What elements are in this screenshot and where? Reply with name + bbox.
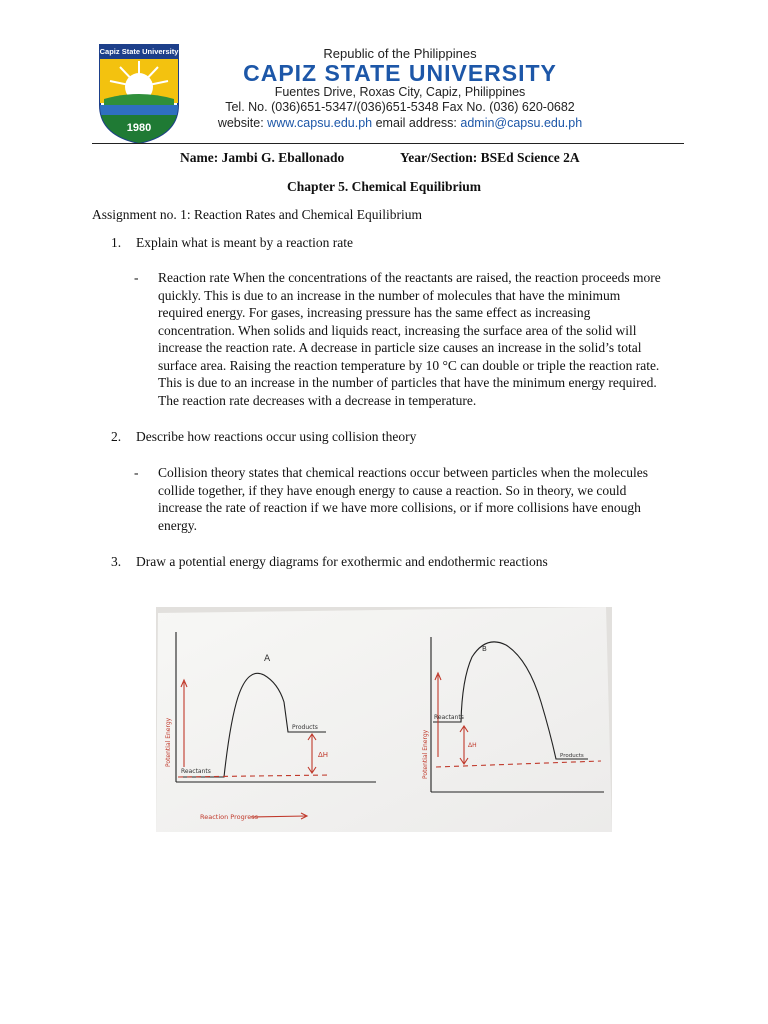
chapter-title: Chapter 5. Chemical Equilibrium (286, 179, 482, 194)
email-label: email address: (375, 116, 457, 130)
x-label-a: Reaction Progress (200, 813, 259, 821)
products-label-a: Products (292, 724, 318, 731)
university-logo (98, 43, 180, 145)
answer-line: required energy. For gases, increasing pressure has the same effect as increasing (158, 305, 591, 320)
answer-line: Reaction rate When the concentrations of the reactants are raised, the reaction proceeds more (158, 270, 661, 285)
answer-line: collide together, if they have enough energy to cause a reaction. So in theory, we could (158, 482, 627, 498)
question-text: Describe how reactions occur using collision theory (136, 429, 417, 444)
reactants-label-a: Reactants (181, 768, 211, 775)
answer-line: increase the rate of reaction if we have more collisions, or if more collisions have enough (158, 500, 641, 515)
bullet-dash: - (134, 465, 139, 480)
header-divider (92, 143, 684, 144)
website-label: website: (217, 116, 264, 130)
question-text: Draw a potential energy diagrams for exothermic and endothermic reactions (136, 554, 548, 569)
answer-body (158, 464, 686, 534)
year-section: Year/Section: BSEd Science 2A (400, 150, 580, 165)
logo-year: 1980 (126, 122, 152, 134)
contact-line (200, 116, 600, 130)
answer-line: surface area. Raising the reaction temperature by 10 °C can double or triple the reaction rate. (158, 357, 660, 373)
logo-text: Capiz State University (99, 47, 179, 56)
answer-body (158, 269, 686, 409)
y-label-b: Potential Energy (422, 729, 429, 779)
address-line: Fuentes Drive, Roxas City, Capiz, Philippines (274, 85, 526, 99)
reactants-label-b: Reactants (434, 714, 464, 721)
answer-line: increase the reaction rate. A decrease in particle size causes an increase in the solid’s total (158, 340, 642, 355)
products-label-b: Products (560, 753, 584, 759)
delta-h-label-a: ΔH (318, 751, 329, 759)
answer-line: Collision theory states that chemical reactions occur between particles when the molecules (158, 465, 648, 480)
university-name: CAPIZ STATE UNIVERSITY (243, 60, 557, 86)
tel-line: Tel. No. (036)651-5347/(036)651-5348 Fax No. (036) 620-0682 (225, 100, 575, 114)
email-link[interactable]: admin@capsu.edu.ph (460, 116, 583, 130)
diagram-a-label: A (264, 654, 271, 664)
student-name: Name: Jambi G. Eballonado (180, 150, 345, 165)
answer-line: The reaction rate decreases with a decrease in temperature. (158, 392, 477, 408)
bullet-dash: - (134, 270, 139, 285)
question-text: Explain what is meant by a reaction rate (136, 235, 354, 250)
question-number: 2. (111, 429, 122, 444)
assignment-title: Assignment no. 1: Reaction Rates and Chemical Equilibrium (92, 207, 422, 222)
answer-line: concentration. When solids and liquids react, increasing the surface area of the solid will (158, 322, 637, 338)
y-label-a: Potential Energy (165, 717, 172, 767)
question-number: 1. (111, 235, 122, 250)
energy-diagrams-photo (156, 607, 612, 832)
republic-line: Republic of the Philippines (323, 46, 477, 61)
website-link[interactable]: www.capsu.edu.ph (267, 116, 373, 130)
answer-line: This is due to an increase in the number of particles that have the minimum energy required. (158, 375, 657, 390)
answer-line: energy. (158, 517, 197, 533)
question-number: 3. (111, 554, 122, 569)
delta-h-label-b: ΔH (468, 742, 477, 749)
answer-line: quickly. This is due to an increase in the number of molecules that have the minimum (158, 287, 621, 303)
diagram-b-label: B (482, 645, 487, 653)
